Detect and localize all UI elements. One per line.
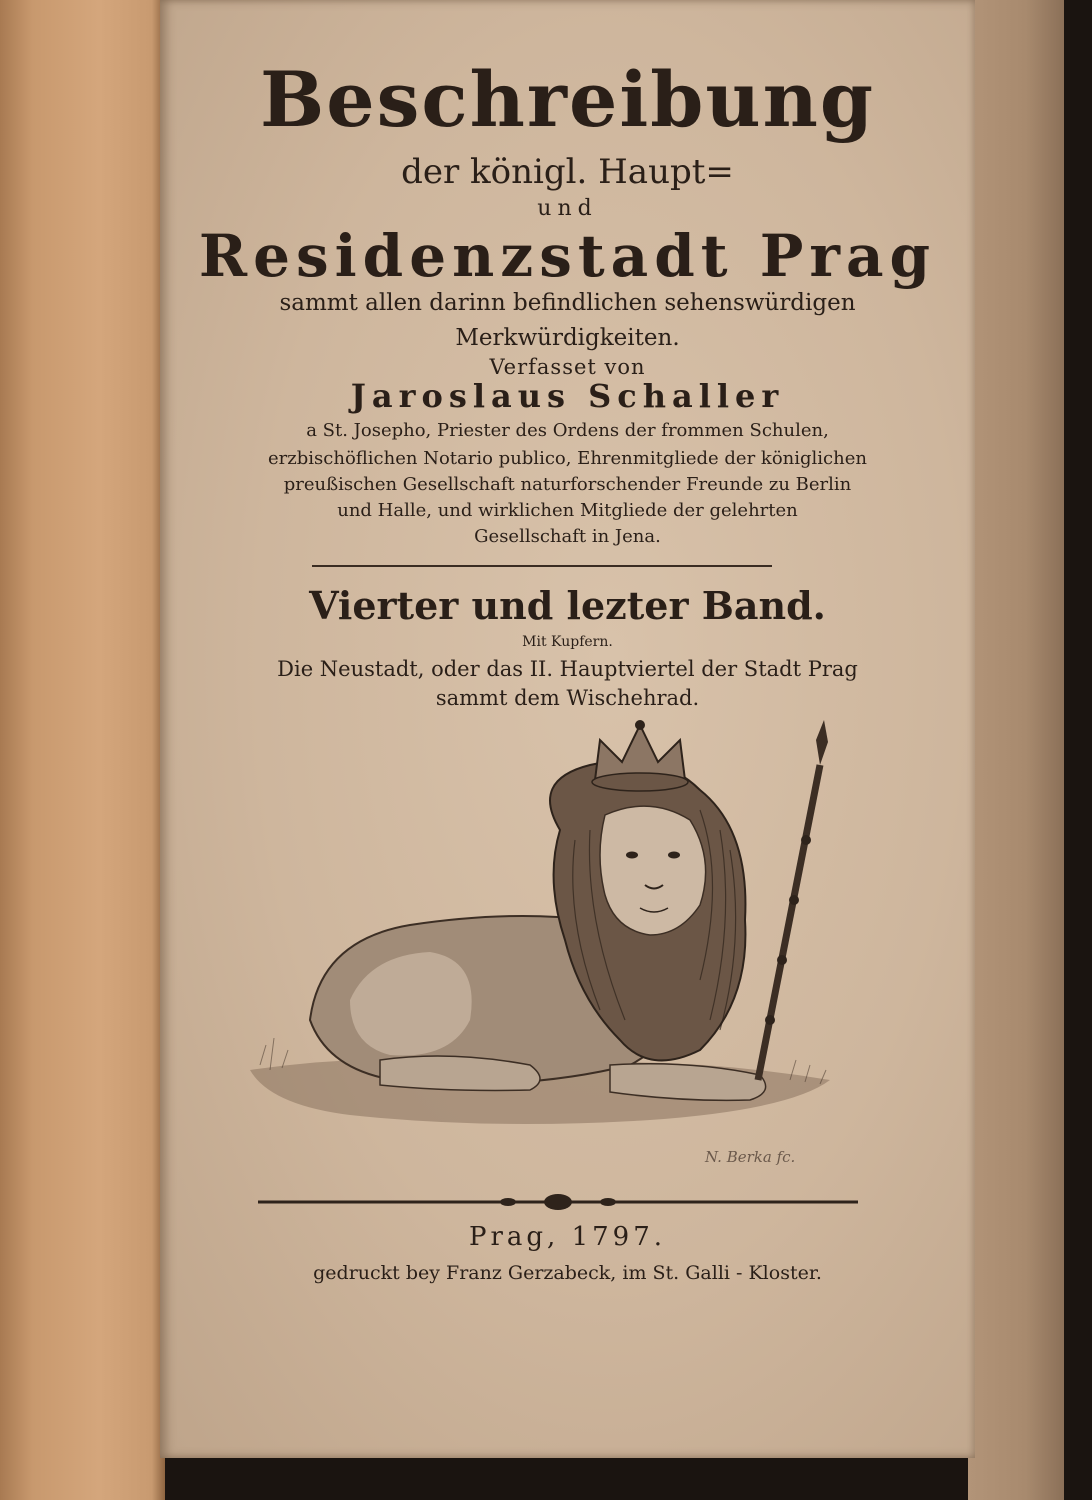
city-title: Residenzstadt Prag: [198, 222, 937, 290]
title-line-6: Merkwürdigkeiten.: [455, 325, 680, 351]
place-and-date: Prag, 1797.: [468, 1222, 667, 1252]
author-name: Jaroslaus Schaller: [350, 377, 785, 415]
right-page-edge: [968, 0, 1064, 1500]
author-line: und Halle, und wirklichen Mitgliede der gelehrten: [337, 500, 798, 521]
printer-line: gedruckt bey Franz Gerzabeck, im St. Galli - Kloster.: [313, 1262, 822, 1284]
author-line: a St. Josepho, Priester des Ordens der frommen Schulen,: [306, 420, 829, 441]
lion-engraving: [230, 720, 850, 1180]
title-line-5: sammt allen darinn befindlichen sehenswürdigen: [279, 290, 856, 316]
author-intro: Verfasset von: [489, 355, 646, 379]
author-line: Gesellschaft in Jena.: [474, 526, 661, 547]
divider-rule: [312, 565, 772, 567]
with-plates-note: Mit Kupfern.: [522, 634, 613, 650]
subtitle-line: sammt dem Wischehrad.: [435, 686, 700, 710]
title-line-2: der königl. Haupt=: [401, 152, 734, 192]
main-title: Beschreibung: [260, 55, 875, 144]
title-line-3: und: [537, 196, 598, 221]
left-page-edge: [0, 0, 165, 1500]
author-line: erzbischöflichen Notario publico, Ehrenmitgliede der königlichen: [268, 448, 867, 469]
subtitle-line: Die Neustadt, oder das II. Hauptviertel der Stadt Prag: [277, 657, 858, 681]
engraver-signature: N. Berka fc.: [705, 1148, 796, 1166]
ornamental-rule: [258, 1190, 858, 1214]
volume-title: Vierter und lezter Band.: [309, 583, 826, 628]
author-line: preußischen Gesellschaft naturforschender Freunde zu Berlin: [283, 474, 852, 495]
